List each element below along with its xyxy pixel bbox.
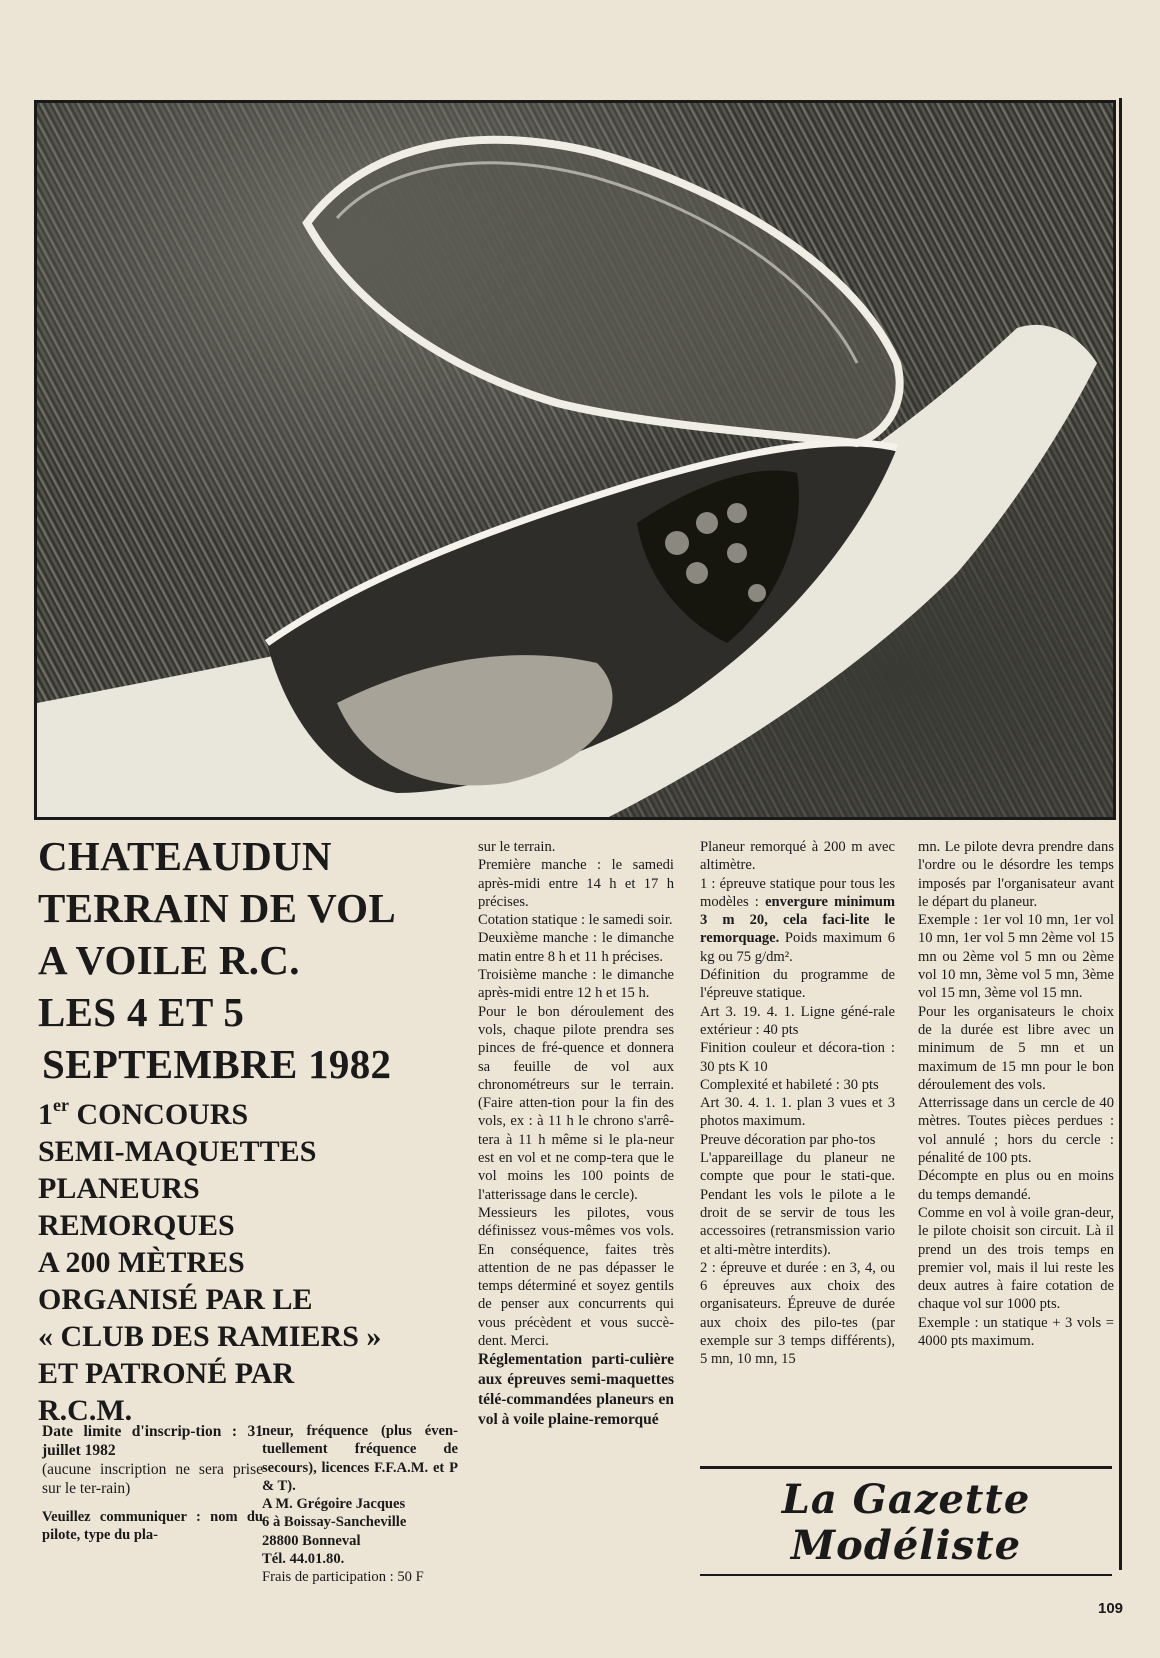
headline-line: A VOILE R.C.: [38, 937, 300, 983]
communicate-continued: neur, fréquence (plus éven-tuellement fréquence de secours), licences F.F.A.M. et P & T).: [262, 1423, 458, 1494]
paragraph: mn. Le pilote devra prendre dans l'ordre ou le désordre les temps imposés par l'organisateur avant le départ du planeur.: [918, 839, 1114, 910]
paragraph: Première manche : le samedi après-midi entre 14 h et 17 h précises.: [478, 857, 674, 910]
communicate-text: Veuillez communiquer : nom du pilote, type du pla-: [42, 1509, 263, 1543]
paragraph: Décompte en plus ou en moins du temps demandé.: [918, 1168, 1114, 1203]
page-number: 109: [1098, 1600, 1124, 1617]
subheadline-line: A 200 MÈTRES: [38, 1246, 245, 1279]
contact-phone: Tél. 44.01.80.: [262, 1551, 345, 1568]
headline-line: LES 4 ET 5: [38, 989, 245, 1035]
headline-line: SEPTEMBRE 1982: [42, 1041, 392, 1087]
paragraph: Messieurs les pilotes, vous définissez vous-mêmes vos vols. En conséquence, faites très attention de ne pas dépasser le temps déterminé et soyez gentils de penser aux concurrents qui vous précèdent et vous succè-dent. Merci.: [478, 1204, 674, 1350]
contact-name: A M. Grégoire Jacques: [262, 1496, 406, 1513]
paragraph: Finition couleur et décora-tion : 30 pts K 10: [700, 1040, 895, 1075]
registration-contact: [262, 1422, 458, 1587]
article-column-3: [700, 838, 895, 1369]
paragraph: Pour le bon déroulement des vols, chaque pilote prendra ses pinces de fré-quence et donnera sa feuille de vol aux chronométreurs sur le terrain. (Faire atten-tion pour la fin des vols, ex : à 11 h le chrono s'arrê-tera à 11 h même si le pla-neur est en vol et ne comp-tera que le vol moins les 100 points de l'atterissage dans le cercle).: [478, 1003, 674, 1203]
paragraph: Atterrissage dans un cercle de 40 mètres. Toutes pièces perdues : vol annulé ; hors du cercle : pénalité de 100 pts.: [918, 1095, 1114, 1167]
paragraph: Comme en vol à voile gran-deur, le pilote choisit son circuit. Là il prend un des trois temps en premier vol, mais il lui reste les deux autres à faire cotation de chaque vol sur 1000 pts.: [918, 1204, 1114, 1313]
deadline-note: (aucune inscription ne sera prise sur le ter-rain): [42, 1461, 263, 1497]
paragraph: Deuxième manche : le dimanche matin entre 8 h et 11 h précises.: [478, 930, 674, 965]
paragraph: sur le terrain.: [478, 839, 556, 855]
article-column-2: [478, 838, 674, 1430]
subheadline-line: PLANEURS: [38, 1172, 200, 1205]
paragraph: Exemple : un statique + 3 vols = 4000 pts maximum.: [918, 1314, 1114, 1350]
subheadline-line: R.C.M.: [38, 1394, 133, 1427]
paragraph: [700, 875, 895, 966]
subheadline-ordinal: er: [53, 1095, 69, 1115]
contact-address: 6 à Boissay-Sancheville: [262, 1514, 407, 1531]
article-column-4: [918, 838, 1114, 1350]
paragraph: Cotation statique : le samedi soir.: [478, 912, 673, 929]
subheadline-line: ORGANISÉ PAR LE: [38, 1283, 313, 1316]
paragraph: Art 3. 19. 4. 1. Ligne géné-rale extérieur : 40 pts: [700, 1003, 895, 1038]
headline-line: TERRAIN DE VOL: [38, 885, 397, 931]
subheadline-line: REMORQUES: [38, 1209, 235, 1242]
paragraph: Preuve décoration par pho-tos: [700, 1131, 876, 1148]
paragraph-text: 1 : épreuve statique pour tous les modèles :: [700, 875, 895, 910]
paragraph: Planeur remorqué à 200 m avec altimètre.: [700, 839, 895, 874]
article-headline: [38, 830, 458, 1429]
subheadline-line: SEMI-MAQUETTES: [38, 1135, 317, 1168]
fee-text: Frais de participation : 50 F: [262, 1569, 424, 1586]
paragraph: Définition du programme de l'épreuve statique.: [700, 967, 895, 1002]
paragraph: Troisième manche : le dimanche après-midi entre 12 h et 15 h.: [478, 967, 674, 1002]
paragraph: Complexité et habileté : 30 pts: [700, 1076, 879, 1093]
paragraph-bold-text: envergure minimum 3 m 20, cela faci-lite le remorquage.: [700, 893, 895, 947]
headline-line: CHATEAUDUN: [38, 833, 332, 879]
deadline-text: Date limite d'inscrip-tion : 31 juillet 1982: [42, 1423, 263, 1459]
subheadline-line: [38, 1096, 458, 1133]
subheadline-line: « CLUB DES RAMIERS »: [38, 1320, 382, 1353]
paragraph: L'appareillage du planeur ne compte que pour le stati-que. Pendant les vols le pilote a le droit de se servir de tous les accessoires (retransmission vario et alti-mètre interdits).: [700, 1150, 895, 1258]
registration-info: [42, 1422, 263, 1544]
paragraph: 2 : épreuve et durée : en 3, 4, ou 6 épreuves aux choix des organisateurs. Épreuve de durée aux choix des pilo-tes (par exemple sur 3 temps différents), 5 mn, 10 mn, 15: [700, 1259, 895, 1368]
paragraph: Pour les organisateurs le choix de la durée est libre avec un minimum de 5 mn et un maximum de 15 mn pour le bon déroulement des vols.: [918, 1003, 1114, 1093]
right-border-rule: [1119, 98, 1122, 1570]
paragraph: Exemple : 1er vol 10 mn, 1er vol 10 mn, 1er vol 5 mn 2ème vol 15 mn ou 2ème vol 5 mn ou 2ème vol 10 mn, 3ème vol 5 mn, 3ème vol 15 mn, 3ème vol 15 mn.: [918, 912, 1114, 1002]
subheadline-number: 1: [38, 1098, 53, 1131]
magazine-logo: [700, 1466, 1112, 1576]
logo-line: Modéliste: [790, 1522, 1022, 1569]
section-heading: Réglementation parti-culière aux épreuves semi-maquettes télé-commandées planeurs en vol à voile plaine-remorqué: [478, 1351, 674, 1429]
contact-address: 28800 Bonneval: [262, 1532, 361, 1549]
paragraph: Art 30. 4. 1. 1. plan 3 vues et 3 photos maximum.: [700, 1095, 895, 1130]
logo-line: La Gazette: [781, 1476, 1031, 1523]
glider-cockpit-photo: [34, 100, 1116, 820]
subheadline-text: CONCOURS: [76, 1098, 249, 1131]
glider-illustration: [37, 103, 1116, 820]
subheadline-line: ET PATRONÉ PAR: [38, 1357, 295, 1390]
paragraph-text: Poids maximum 6 kg ou 75 g/dm².: [700, 930, 895, 965]
